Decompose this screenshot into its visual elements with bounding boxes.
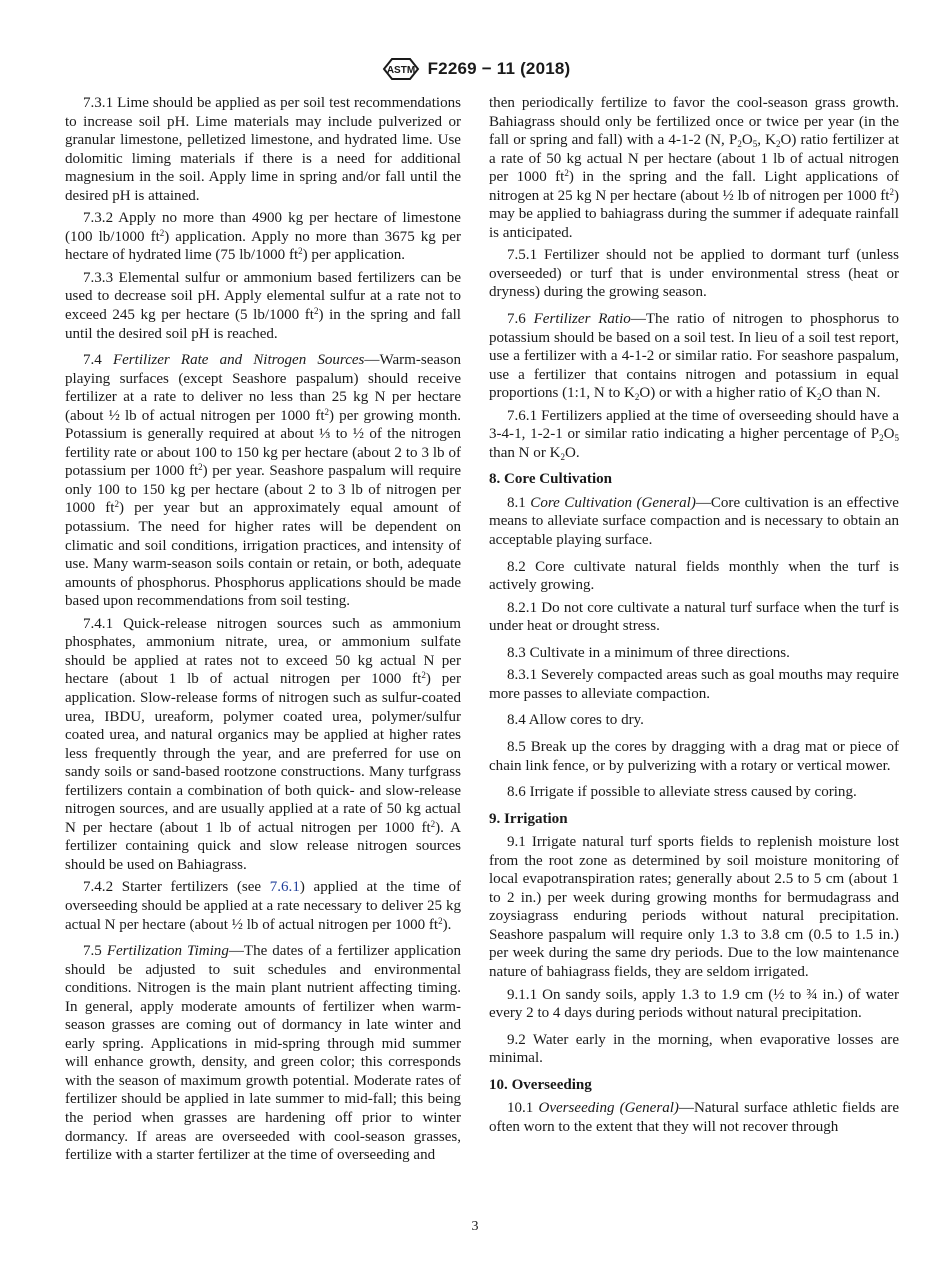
paragraph-7-5-continued: then periodically fertilize to favor the cool-season grass growth. Bahiagrass should only be fertilized once or twice per year (in the fall or spring and fall) with a 4-1-2 (N, $P_2O_5$, $K_2O$) ratio fertilizer at a rate of 50 kg actual N per hectare (about 1 lb of actual nitrogen per 1000 $ft^2$) in the spring and the fall. Light applications of nitrogen at 25 kg N per hectare (about ½ lb of nitrogen per 1000 $ft^2$) may be applied to bahiagrass during the summer if adequate rainfall is anticipated. — [489, 95, 900, 241]
paragraph-8-4: 8.4 Allow cores to dry. — [507, 712, 644, 729]
paragraph-7-6: 7.6 Fertilizer Ratio—The ratio of nitrogen to phosphorus to potassium should be based on a soil test. In lieu of a soil test report, use a fertilizer with a 4-1-2 or similar ratio. For seashore paspalum, use a fertilizer that contains nitrogen and potassium in equal proportions (1:1, N to $K_2O$) or with a higher ratio of $K_2O$ than N. — [489, 311, 899, 403]
paragraph-7-5: 7.5 Fertilization Timing—The dates of a fertilizer application should be adjusted to suit schedules and environmental conditions. Nitrogen is the main plant nutrient affecting timing. In general, apply moderate amounts of fertilizer when warm-season grasses are coming out of dormancy in late winter and early spring. Applications in mid-spring through mid summer will enhance growth, density, and green color; this corresponds with the season of maximum growth potential. Moderate rates of fertilizer should be applied in late summer to mid-fall; this being the period when grasses are hardening off prior to winter dormancy. If areas are overseeded with cool-season grasses, fertilize with a starter fertilizer at the time of overseeding and — [65, 943, 462, 1164]
paragraph-7-4-2: 7.4.2 Starter fertilizers (see 7.6.1) applied at the time of overseeding should be applied at a rate necessary to deliver 25 kg actual N per hectare (about ½ lb of actual nitrogen per 1000 $ft^2$). — [65, 879, 461, 933]
paragraph-7-3-3: 7.3.3 Elemental sulfur or ammonium based fertilizers can be used to decrease soil pH. Apply elemental sulfur at a rate not to exceed 245 kg per hectare (5 lb/1000 $ft^2$) in the spring and fall until the desired soil pH is reached. — [65, 269, 461, 342]
paragraph-9-1-1: 9.1.1 On sandy soils, apply 1.3 to 1.9 cm (½ to ¾ in.) of water every 2 to 4 days during periods without natural precipitation. — [489, 986, 899, 1022]
paragraph-8-2-1: 8.2.1 Do not core cultivate a natural turf surface when the turf is under heat or drought stress. — [489, 599, 899, 635]
section-title: Fertilizer Rate and Nitrogen Sources — [112, 352, 365, 369]
standard-designation: F2269 − 11 (2018) — [427, 59, 571, 78]
paragraph-8-3: 8.3 Cultivate in a minimum of three directions. — [507, 644, 790, 661]
paragraph-7-3-2: 7.3.2 Apply no more than 4900 kg per hectare of limestone (100 lb/1000 $ft^2$) application. Apply no more than 3675 kg per hectare of hydrated lime (75 lb/1000 $ft^2$) per application. — [65, 210, 461, 264]
section-title: Overseeding (General) — [538, 1100, 679, 1117]
paragraph-10-1: 10.1 Overseeding (General)—Natural surface athletic fields are often worn to the extent that they will not recover through — [489, 1100, 899, 1135]
page-number: 3 — [471, 1219, 479, 1234]
paragraph-7-4-1: 7.4.1 Quick-release nitrogen sources such as ammonium phosphates, ammonium nitrate, urea, or ammonium sulfate should be applied at rates not to exceed 50 kg actual N per hectare (about 1 lb of actual nitrogen per 1000 $ft^2$) per application. Slow-release forms of nitrogen such as sulfur-coated urea, IBDU, ureaform, polymer coated urea, polymer/sulfur coated urea, and natural organics may be applied at higher rates less frequently through the year, and are preferred for use on sandy soils or sand-based rootzone constructions. Many turfgrass fertilizers contain a combination of both quick- and slow-release nitrogen sources, and are usually applied at a rate of 50 kg actual N per hectare (about 1 lb of actual nitrogen per 1000 $ft^2$). A fertilizer containing quick and slow release nitrogen sources should be used on Bahiagrass. — [65, 615, 461, 873]
section-title: Fertilization Timing — [106, 943, 229, 960]
reference-link-7-6-1[interactable]: 7.6.1 — [269, 879, 300, 896]
section-heading-8: 8. Core Cultivation — [489, 471, 613, 488]
paragraph-9-2: 9.2 Water early in the morning, when evaporative losses are minimal. — [489, 1031, 899, 1067]
section-title: Core Cultivation (General) — [530, 494, 696, 511]
paragraph-8-5: 8.5 Break up the cores by dragging with a drag mat or piece of chain link fence, or by pulverizing with a rotary or vertical mower. — [489, 738, 899, 774]
section-heading-9: 9. Irrigation — [489, 810, 568, 827]
svg-text:ASTM: ASTM — [386, 65, 415, 76]
section-heading-10: 10. Overseeding — [489, 1076, 592, 1093]
paragraph-7-5-1: 7.5.1 Fertilizer should not be applied to dormant turf (unless overseeded) or turf that is under environmental stress (heat or dryness) during the growing season. — [489, 247, 899, 301]
paragraph-9-1: 9.1 Irrigate natural turf sports fields to replenish moisture lost from the root zone as determined by soil moisture monitoring of local evapotranspiration rates; generally about 2.5 to 5 cm (about 1 to 2 in.) per week during growing months for bermudagrass and zoysiagrass enduring periods without natural precipitation. Seashore paspalum will require only 1.3 to 3.8 cm (0.5 to 1.5 in.) per week during the same dry periods. Due to the low maintenance nature of bahiagrass fields, they are seldom irrigated. — [489, 834, 899, 980]
paragraph-8-2: 8.2 Core cultivate natural fields monthly when the turf is actively growing. — [489, 558, 899, 594]
page-header — [0, 54, 950, 84]
paragraph-7-6-1: 7.6.1 Fertilizers applied at the time of overseeding should have a 3-4-1, 1-2-1 or similar ratio indicating a higher percentage of $P_2O_5$ than N or $K_2O$. — [489, 407, 899, 462]
paragraph-8-6: 8.6 Irrigate if possible to alleviate stress caused by coring. — [507, 784, 857, 801]
section-title: Fertilizer Ratio — [533, 311, 631, 328]
right-column — [489, 94, 899, 1140]
paragraph-7-3-1: 7.3.1 Lime should be applied as per soil test recommendations to increase soil pH. Lime materials may include pulverized or granular limestone, pelletized limestone, and hydrated lime. Use dolomitic liming materials if there is a need for additional magnesium in the soil. Apply lime in spring and/or fall until the desired pH is attained. — [65, 95, 461, 204]
paragraph-8-3-1: 8.3.1 Severely compacted areas such as goal mouths may require more passes to alleviate compaction. — [489, 667, 899, 702]
paragraph-7-4: 7.4 Fertilizer Rate and Nitrogen Sources—Warm-season playing surfaces (except Seashore paspalum) should receive fertilizer at a rate to deliver no less than 25 kg N per hectare (about ½ lb of actual nitrogen per 1000 $ft^2$) per growing month. Potassium is generally required at about ⅓ to ½ of the nitrogen fertility rate or about 100 to 150 kg per hectare (about 2 to 3 lb of potassium per 1000 $ft^2$) per year. Seashore paspalum will require only 100 to 150 kg per hectare (about 2 to 3 lb of nitrogen per 1000 $ft^2$) per year but an approximately equal amount of potassium. The need for higher rates will be dependent on climatic and soil conditions, irrigation practices, and intensity of use. Many warm-season soils contain or retain, or both, adequate amounts of phosphorus. Phosphorus applications should be made based upon recommendations from soil testing. — [65, 352, 461, 610]
left-column — [65, 94, 461, 1169]
astm-logo-icon — [380, 56, 422, 82]
paragraph-8-1: 8.1 Core Cultivation (General)—Core cultivation is an effective means to alleviate surface compaction and is necessary to obtain an acceptable playing surface. — [489, 494, 899, 549]
